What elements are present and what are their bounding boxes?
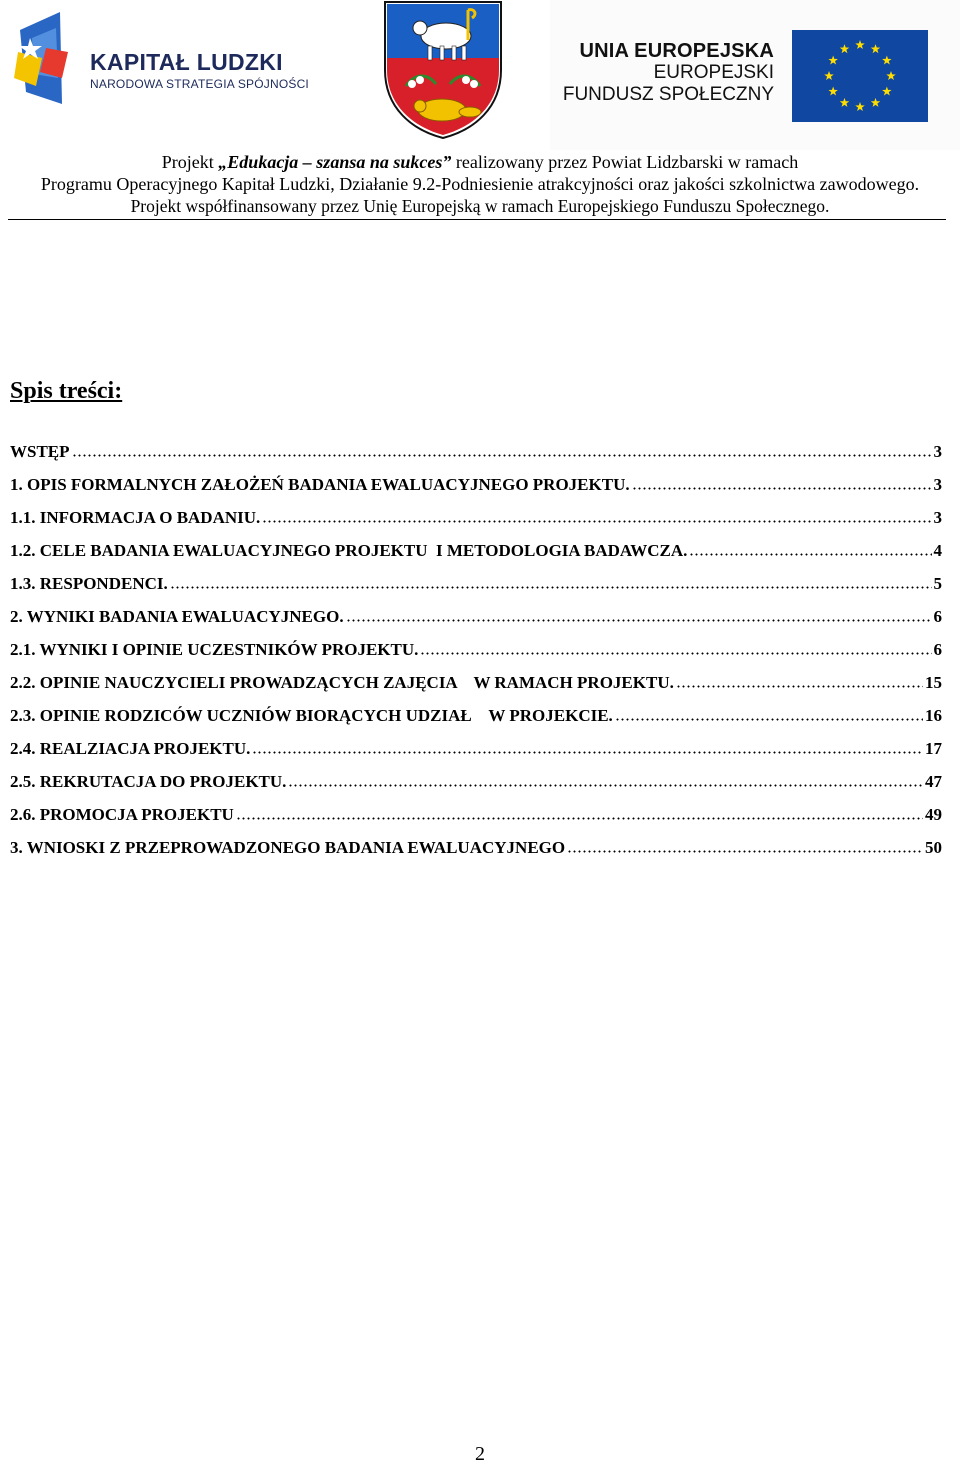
toc-dot-leader: [288, 770, 923, 787]
toc-dot-leader: [236, 803, 923, 820]
toc-entry-page: 49: [925, 805, 942, 824]
toc-dot-leader: [676, 671, 923, 688]
toc-entry-page: 50: [925, 838, 942, 857]
project-header-line-2: Programu Operacyjnego Kapitał Ludzki, Działanie 9.2-Podniesienie atrakcyjności oraz jakości szkolnictwa zawodowego.: [40, 174, 920, 194]
table-of-contents: [10, 440, 942, 869]
toc-dot-leader: [252, 737, 923, 754]
eu-fund-line-1: UNIA EUROPEJSKA: [579, 40, 774, 62]
toc-entry-title: 1.3. RESPONDENCI.: [10, 574, 168, 593]
toc-dot-leader: [632, 473, 932, 490]
toc-dot-leader: [170, 572, 932, 589]
eu-flag-icon: [792, 30, 928, 122]
toc-entry-2-4[interactable]: [10, 737, 942, 770]
page-number: 2: [475, 1443, 485, 1465]
toc-entry-page: 3: [933, 442, 942, 461]
project-suffix: realizowany przez Powiat Lidzbarski w ramach: [451, 152, 799, 172]
coat-of-arms-icon: [382, 0, 504, 140]
toc-heading: Spis treści:: [10, 378, 123, 404]
toc-entry-page: 3: [933, 508, 942, 527]
toc-entry-1-2[interactable]: [10, 539, 942, 572]
toc-entry-1[interactable]: [10, 473, 942, 506]
toc-entry-title: 2. WYNIKI BADANIA EWALUACYJNEGO.: [10, 607, 344, 626]
toc-dot-leader: [615, 704, 923, 721]
toc-entry-page: 6: [933, 607, 942, 626]
toc-entry-2-1[interactable]: [10, 638, 942, 671]
toc-dot-leader: [72, 440, 932, 457]
eu-fund-line-2: EUROPEJSKI: [653, 62, 774, 83]
toc-dot-leader: [262, 506, 931, 523]
toc-entry-page: 5: [933, 574, 942, 593]
toc-entry-page: 6: [933, 640, 942, 659]
toc-entry-page: 3: [933, 475, 942, 494]
toc-entry-2-6[interactable]: [10, 803, 942, 836]
eu-fund-logo: [550, 0, 960, 150]
kapital-ludzki-star-icon: [6, 8, 86, 108]
toc-entry-3[interactable]: [10, 836, 942, 869]
toc-entry-title: 2.6. PROMOCJA PROJEKTU: [10, 805, 234, 824]
logo-bar: [0, 0, 960, 150]
kapital-ludzki-subtitle: NARODOWA STRATEGIA SPÓJNOŚCI: [90, 77, 309, 91]
toc-entry-page: 17: [925, 739, 942, 758]
project-prefix: Projekt: [161, 152, 219, 172]
toc-entry-title: 2.5. REKRUTACJA DO PROJEKTU.: [10, 772, 287, 791]
kapital-ludzki-title: KAPITAŁ LUDZKI: [90, 49, 283, 75]
toc-dot-leader: [689, 539, 931, 556]
toc-entry-page: 47: [925, 772, 942, 791]
toc-dot-leader: [420, 638, 931, 655]
kapital-ludzki-logo: [6, 8, 309, 108]
project-header: [0, 151, 960, 217]
toc-entry-title: 1.2. CELE BADANIA EWALUACYJNEGO PROJEKTU I METODOLOGIA BADAWCZA.: [10, 541, 688, 560]
toc-entry-title: 1.1. INFORMACJA O BADANIU.: [10, 508, 261, 527]
toc-entry-wstep[interactable]: [10, 440, 942, 473]
toc-entry-page: 16: [925, 706, 942, 725]
toc-entry-1-1[interactable]: [10, 506, 942, 539]
header-divider: [8, 219, 946, 220]
toc-entry-2-2[interactable]: [10, 671, 942, 704]
project-header-line-3: Projekt współfinansowany przez Unię Europejską w ramach Europejskiego Funduszu Społecznego.: [130, 196, 830, 216]
eu-fund-text: [563, 40, 774, 106]
toc-entry-2-3[interactable]: [10, 704, 942, 737]
toc-entry-title: 2.1. WYNIKI I OPINIE UCZESTNIKÓW PROJEKTU.: [10, 640, 419, 659]
toc-entry-2-5[interactable]: [10, 770, 942, 803]
toc-entry-2[interactable]: [10, 605, 942, 638]
toc-entry-title: 3. WNIOSKI Z PRZEPROWADZONEGO BADANIA EWALUACYJNEGO: [10, 838, 566, 857]
eu-fund-line-3: FUNDUSZ SPOŁECZNY: [562, 84, 774, 105]
toc-entry-1-3[interactable]: [10, 572, 942, 605]
toc-entry-title: 2.2. OPINIE NAUCZYCIELI PROWADZĄCYCH ZAJĘCIA W RAMACH PROJEKTU.: [10, 673, 674, 692]
toc-entry-title: 2.4. REALZIACJA PROJEKTU.: [10, 739, 251, 758]
toc-dot-leader: [567, 836, 923, 853]
toc-dot-leader: [346, 605, 932, 622]
toc-entry-title: 1. OPIS FORMALNYCH ZAŁOŻEŃ BADANIA EWALUACYJNEGO PROJEKTU.: [10, 475, 630, 494]
toc-entry-title: WSTĘP: [10, 442, 70, 461]
toc-entry-page: 15: [925, 673, 942, 692]
project-title: „Edukacja – szansa na sukces”: [218, 152, 452, 172]
toc-entry-title: 2.3. OPINIE RODZICÓW UCZNIÓW BIORĄCYCH UDZIAŁ W PROJEKCIE.: [10, 706, 613, 725]
toc-entry-page: 4: [933, 541, 942, 560]
project-header-line-1: [0, 151, 960, 173]
